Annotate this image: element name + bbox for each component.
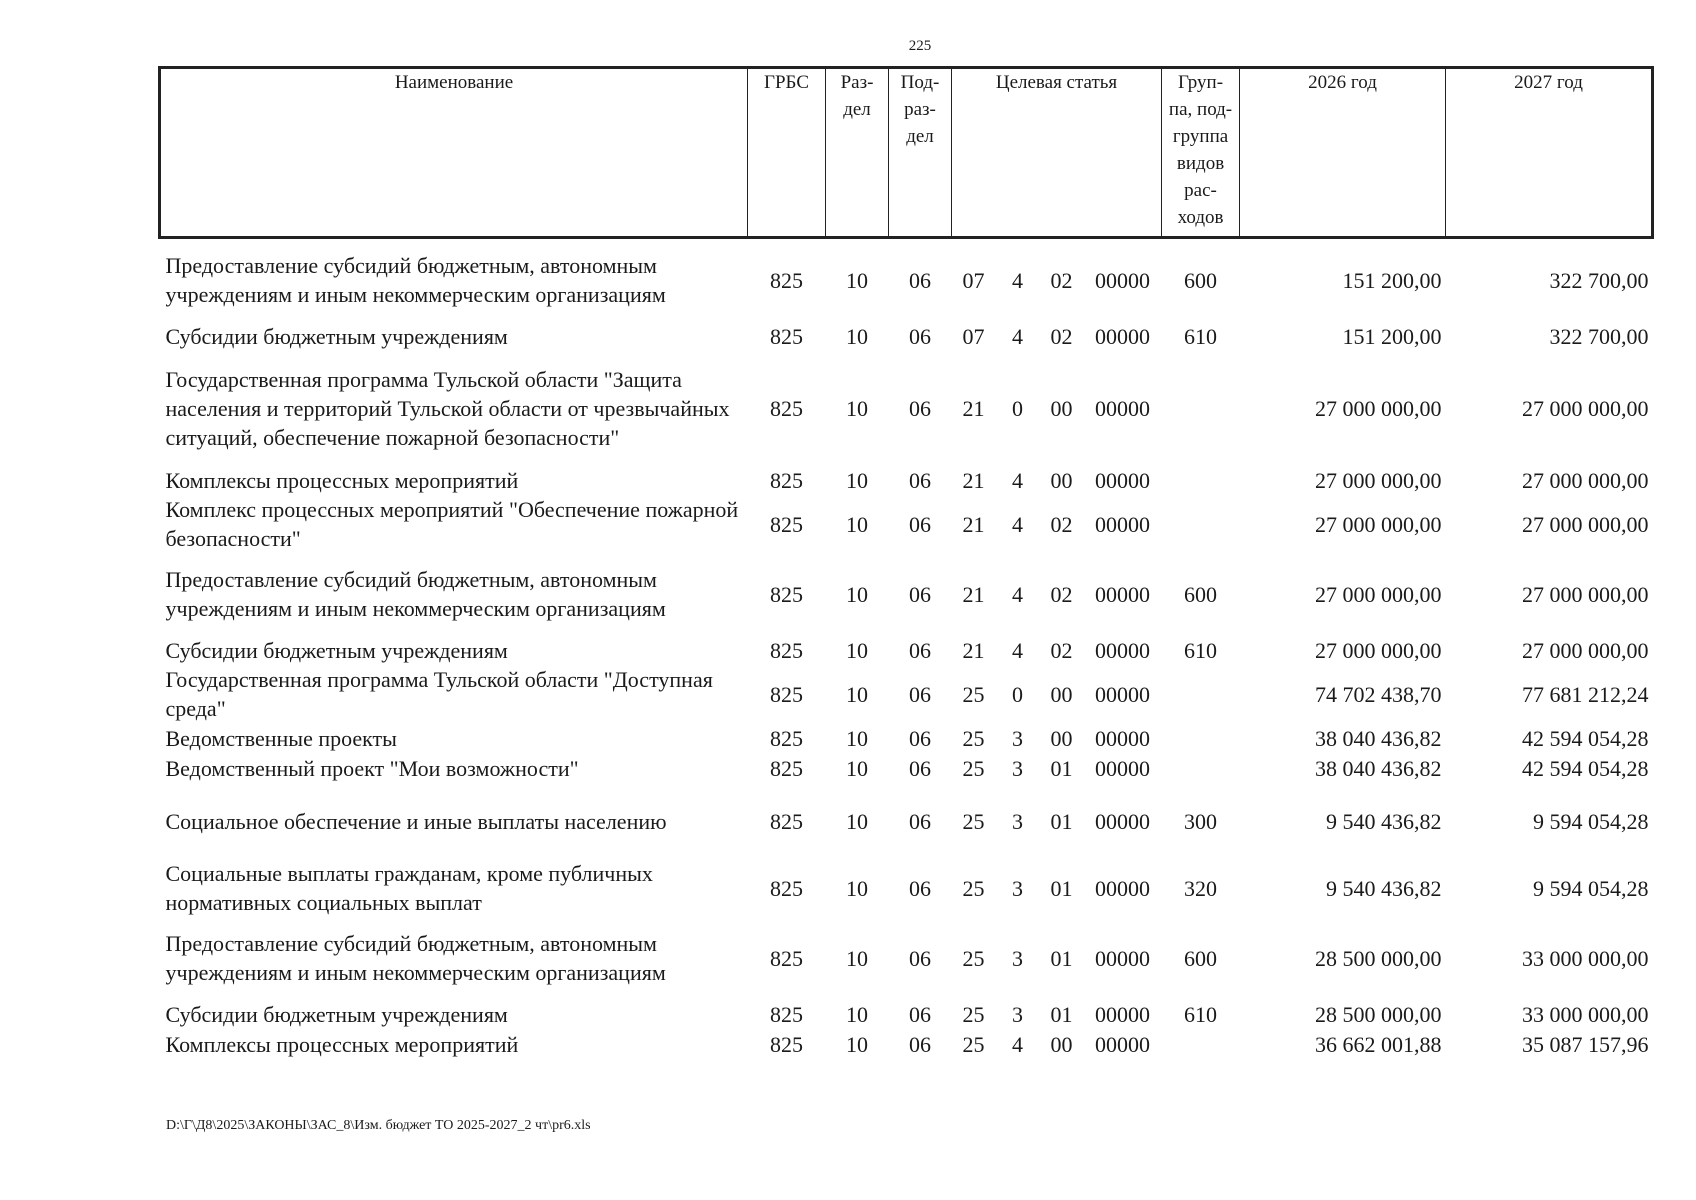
row-target-element: 02 [1050, 581, 1073, 607]
row-amount-2026: 38 040 436,82 [1315, 725, 1442, 751]
row-amount-2026: 38 040 436,82 [1315, 755, 1442, 781]
row-grbs: 825 [770, 581, 803, 607]
row-razdel: 10 [846, 808, 868, 834]
row-expense-group [1162, 723, 1240, 753]
row-podrazdel: 06 [909, 267, 931, 293]
row-amount-2027: 27 000 000,00 [1522, 395, 1649, 421]
table-row [160, 251, 1653, 309]
row-name: Предоставление субсидий бюджетным, автономным учреждениям и иным некоммерческим организациям [165, 567, 666, 621]
row-target-direction: 00000 [1095, 637, 1151, 663]
row-grbs: 825 [770, 395, 803, 421]
row-amount-2026: 27 000 000,00 [1315, 395, 1442, 421]
table-row [160, 351, 1653, 465]
row-podrazdel: 06 [909, 875, 931, 901]
row-grbs: 825 [770, 875, 803, 901]
row-target-type: 4 [1012, 511, 1023, 537]
row-expense-group: 600 [1184, 267, 1218, 293]
row-target-program: 25 [962, 945, 985, 971]
table-row [160, 565, 1653, 623]
header-razdel: Раз- дел [826, 68, 889, 238]
table-row [160, 1029, 1653, 1059]
row-target-element: 02 [1050, 637, 1073, 663]
row-podrazdel: 06 [909, 808, 931, 834]
row-razdel: 10 [846, 467, 868, 493]
row-expense-group: 610 [1184, 637, 1218, 663]
row-name: Социальное обеспечение и иные выплаты населению [165, 808, 667, 834]
row-expense-group [1162, 1029, 1240, 1059]
table-body [160, 238, 1653, 1060]
row-target-type: 3 [1012, 875, 1023, 901]
row-target-type: 4 [1012, 323, 1023, 349]
row-target-type: 3 [1012, 725, 1023, 751]
row-target-program: 25 [962, 1031, 985, 1057]
row-spacer [160, 238, 1653, 252]
row-amount-2026: 74 702 438,70 [1315, 681, 1442, 707]
row-name: Субсидии бюджетным учреждениям [165, 637, 508, 663]
row-amount-2026: 9 540 436,82 [1326, 808, 1442, 834]
row-podrazdel: 06 [909, 637, 931, 663]
row-amount-2026: 27 000 000,00 [1315, 637, 1442, 663]
row-target-direction: 00000 [1095, 875, 1151, 901]
row-razdel: 10 [846, 681, 868, 707]
row-razdel: 10 [846, 323, 868, 349]
row-name: Социальные выплаты гражданам, кроме публичных нормативных социальных выплат [165, 861, 653, 915]
row-target-program: 21 [962, 637, 985, 663]
row-grbs: 825 [770, 511, 803, 537]
row-grbs: 825 [770, 808, 803, 834]
row-spacer [160, 309, 1653, 321]
row-target-direction: 00000 [1095, 267, 1151, 293]
row-name: Комплекс процессных мероприятий "Обеспечение пожарной безопасности" [165, 497, 739, 551]
row-name: Предоставление субсидий бюджетным, автономным учреждениям и иным некоммерческим организациям [165, 253, 666, 307]
header-target-article: Целевая статья [952, 68, 1162, 238]
row-target-program: 07 [962, 267, 985, 293]
row-podrazdel: 06 [909, 511, 931, 537]
row-name: Субсидии бюджетным учреждениям [165, 323, 508, 349]
table-header [160, 68, 1653, 238]
row-amount-2027: 27 000 000,00 [1522, 511, 1649, 537]
table-row [160, 999, 1653, 1029]
row-razdel: 10 [846, 637, 868, 663]
row-podrazdel: 06 [909, 725, 931, 751]
row-amount-2027: 42 594 054,28 [1522, 725, 1649, 751]
row-expense-group [1162, 351, 1240, 465]
row-grbs: 825 [770, 945, 803, 971]
row-podrazdel: 06 [909, 581, 931, 607]
row-target-program: 21 [962, 395, 985, 421]
row-grbs: 825 [770, 725, 803, 751]
row-amount-2026: 27 000 000,00 [1315, 467, 1442, 493]
header-year-2027: 2027 год [1446, 68, 1653, 238]
row-amount-2027: 42 594 054,28 [1522, 755, 1649, 781]
row-razdel: 10 [846, 1031, 868, 1057]
row-target-element: 02 [1050, 267, 1073, 293]
row-name: Комплексы процессных мероприятий [165, 467, 519, 493]
row-amount-2027: 9 594 054,28 [1533, 875, 1649, 901]
row-target-program: 25 [962, 725, 985, 751]
row-amount-2026: 27 000 000,00 [1315, 511, 1442, 537]
row-target-type: 3 [1012, 755, 1023, 781]
row-podrazdel: 06 [909, 323, 931, 349]
row-grbs: 825 [770, 637, 803, 663]
row-podrazdel: 06 [909, 945, 931, 971]
row-spacer [160, 783, 1653, 795]
row-target-element: 00 [1050, 681, 1073, 707]
table-row [160, 753, 1653, 783]
row-target-type: 0 [1012, 681, 1023, 707]
row-spacer [160, 553, 1653, 565]
row-amount-2026: 27 000 000,00 [1315, 581, 1442, 607]
row-target-direction: 00000 [1095, 725, 1151, 751]
row-razdel: 10 [846, 1001, 868, 1027]
header-name: Наименование [160, 68, 748, 238]
row-target-type: 4 [1012, 1031, 1023, 1057]
row-amount-2027: 322 700,00 [1549, 267, 1649, 293]
row-expense-group: 610 [1184, 1001, 1218, 1027]
header-grbs: ГРБС [748, 68, 826, 238]
row-target-program: 25 [962, 755, 985, 781]
row-target-element: 01 [1050, 755, 1073, 781]
row-amount-2026: 36 662 001,88 [1315, 1031, 1442, 1057]
row-amount-2026: 28 500 000,00 [1315, 1001, 1442, 1027]
row-target-direction: 00000 [1095, 395, 1151, 421]
row-amount-2027: 27 000 000,00 [1522, 467, 1649, 493]
row-razdel: 10 [846, 875, 868, 901]
row-target-type: 4 [1012, 581, 1023, 607]
row-name: Государственная программа Тульской области "Защита населения и территорий Тульской области от чрезвычайных ситуаций, обеспечение пожарной безопасности" [165, 366, 730, 450]
file-path-footer: D:\Г\Д8\2025\ЗАКОНЫ\ЗАС_8\Изм. бюджет ТО 2025-2027_2 чт\pr6.xls [166, 1118, 591, 1133]
row-amount-2027: 33 000 000,00 [1522, 945, 1649, 971]
row-razdel: 10 [846, 511, 868, 537]
row-target-element: 00 [1050, 467, 1073, 493]
table-row [160, 465, 1653, 495]
row-expense-group [1162, 495, 1240, 553]
row-amount-2027: 33 000 000,00 [1522, 1001, 1649, 1027]
row-amount-2027: 27 000 000,00 [1522, 581, 1649, 607]
row-razdel: 10 [846, 581, 868, 607]
row-podrazdel: 06 [909, 681, 931, 707]
row-target-type: 4 [1012, 267, 1023, 293]
table-row [160, 321, 1653, 351]
table-row [160, 795, 1653, 847]
row-podrazdel: 06 [909, 755, 931, 781]
row-target-element: 01 [1050, 808, 1073, 834]
row-target-element: 02 [1050, 323, 1073, 349]
row-grbs: 825 [770, 323, 803, 349]
row-target-type: 3 [1012, 1001, 1023, 1027]
row-name: Ведомственный проект "Мои возможности" [165, 755, 579, 781]
row-expense-group [1162, 465, 1240, 495]
row-podrazdel: 06 [909, 467, 931, 493]
row-grbs: 825 [770, 267, 803, 293]
row-target-program: 25 [962, 808, 985, 834]
row-expense-group [1162, 753, 1240, 783]
row-spacer [160, 917, 1653, 929]
row-target-direction: 00000 [1095, 581, 1151, 607]
row-amount-2027: 9 594 054,28 [1533, 808, 1649, 834]
row-amount-2026: 9 540 436,82 [1326, 875, 1442, 901]
row-razdel: 10 [846, 755, 868, 781]
row-name: Комплексы процессных мероприятий [165, 1031, 519, 1057]
table-row [160, 723, 1653, 753]
row-expense-group: 300 [1184, 808, 1218, 834]
row-razdel: 10 [846, 267, 868, 293]
row-target-direction: 00000 [1095, 808, 1151, 834]
row-amount-2027: 35 087 157,96 [1522, 1031, 1649, 1057]
row-target-type: 3 [1012, 945, 1023, 971]
row-target-element: 01 [1050, 875, 1073, 901]
row-name: Субсидии бюджетным учреждениям [165, 1001, 508, 1027]
row-spacer [160, 987, 1653, 999]
row-target-program: 21 [962, 581, 985, 607]
row-target-element: 01 [1050, 1001, 1073, 1027]
row-target-element: 00 [1050, 1031, 1073, 1057]
row-spacer [160, 623, 1653, 635]
row-expense-group: 600 [1184, 581, 1218, 607]
row-target-type: 0 [1012, 395, 1023, 421]
row-amount-2026: 28 500 000,00 [1315, 945, 1442, 971]
row-razdel: 10 [846, 945, 868, 971]
row-target-direction: 00000 [1095, 1001, 1151, 1027]
header-year-2026: 2026 год [1240, 68, 1446, 238]
row-target-type: 4 [1012, 467, 1023, 493]
row-target-program: 21 [962, 467, 985, 493]
row-amount-2026: 151 200,00 [1342, 323, 1442, 349]
row-target-element: 01 [1050, 945, 1073, 971]
row-expense-group [1162, 665, 1240, 723]
row-grbs: 825 [770, 755, 803, 781]
row-amount-2027: 77 681 212,24 [1522, 681, 1649, 707]
row-target-direction: 00000 [1095, 1031, 1151, 1057]
row-target-element: 00 [1050, 725, 1073, 751]
row-amount-2026: 151 200,00 [1342, 267, 1442, 293]
row-expense-group: 600 [1184, 945, 1218, 971]
row-name: Государственная программа Тульской области "Доступная среда" [165, 667, 713, 721]
row-target-element: 02 [1050, 511, 1073, 537]
row-target-type: 3 [1012, 808, 1023, 834]
row-target-direction: 00000 [1095, 945, 1151, 971]
row-target-type: 4 [1012, 637, 1023, 663]
row-podrazdel: 06 [909, 1001, 931, 1027]
row-podrazdel: 06 [909, 1031, 931, 1057]
budget-table [158, 66, 1654, 1059]
table-row [160, 929, 1653, 987]
row-target-program: 21 [962, 511, 985, 537]
row-spacer [160, 847, 1653, 859]
row-name: Ведомственные проекты [165, 725, 397, 751]
header-expense-group: Груп- па, под- группа видов рас- ходов [1162, 68, 1240, 238]
row-grbs: 825 [770, 1001, 803, 1027]
row-name: Предоставление субсидий бюджетным, автономным учреждениям и иным некоммерческим организациям [165, 931, 666, 985]
row-grbs: 825 [770, 467, 803, 493]
row-expense-group: 610 [1184, 323, 1218, 349]
row-target-direction: 00000 [1095, 681, 1151, 707]
row-target-program: 07 [962, 323, 985, 349]
row-expense-group: 320 [1184, 875, 1218, 901]
row-target-program: 25 [962, 875, 985, 901]
table-row [160, 635, 1653, 665]
row-podrazdel: 06 [909, 395, 931, 421]
page-number: 225 [908, 38, 932, 54]
row-target-program: 25 [962, 1001, 985, 1027]
row-amount-2027: 322 700,00 [1549, 323, 1649, 349]
row-target-direction: 00000 [1095, 511, 1151, 537]
row-razdel: 10 [846, 725, 868, 751]
row-target-element: 00 [1050, 395, 1073, 421]
table-row [160, 859, 1653, 917]
table-row [160, 665, 1653, 723]
row-grbs: 825 [770, 1031, 803, 1057]
row-target-program: 25 [962, 681, 985, 707]
row-target-direction: 00000 [1095, 467, 1151, 493]
row-target-direction: 00000 [1095, 755, 1151, 781]
row-target-direction: 00000 [1095, 323, 1151, 349]
row-grbs: 825 [770, 681, 803, 707]
row-razdel: 10 [846, 395, 868, 421]
table-row [160, 495, 1653, 553]
row-amount-2027: 27 000 000,00 [1522, 637, 1649, 663]
header-podrazdel: Под- раз- дел [889, 68, 952, 238]
